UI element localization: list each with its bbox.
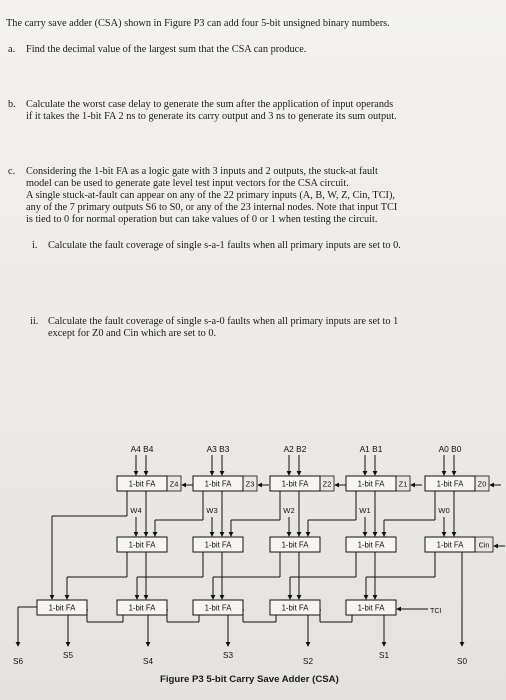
fa-row3-3-label: 1-bit FA — [281, 603, 309, 613]
sum-output-3: S3 — [222, 651, 234, 660]
input-label-2: A2 B2 — [283, 444, 307, 454]
question-a-marker: a. — [8, 44, 16, 55]
fa-row3-1-label: 1-bit FA — [128, 603, 156, 613]
cin-label: Cin — [478, 540, 490, 550]
z-label-3: Z1 — [398, 479, 408, 489]
question-b-marker: b. — [8, 99, 16, 110]
z-label-4: Z0 — [477, 479, 487, 489]
w-label-2: W2 — [283, 506, 295, 515]
sum-output-5: S1 — [378, 651, 390, 660]
fa-row3-0-label: 1-bit FA — [48, 603, 76, 613]
sum-output-4: S2 — [302, 657, 314, 666]
sum-output-2: S4 — [142, 657, 154, 666]
figure-caption: Figure P3 5-bit Carry Save Adder (CSA) — [160, 674, 339, 685]
csa-diagram — [0, 420, 506, 672]
fa-row1-1-label: 1-bit FA — [204, 479, 232, 489]
fa-row1-3-label: 1-bit FA — [357, 479, 385, 489]
question-c-ii-line1: Calculate the fault coverage of single s-a-0 faults when all primary inputs are set to 1 — [48, 316, 399, 327]
input-label-3: A1 B1 — [359, 444, 383, 454]
input-label-4: A0 B0 — [438, 444, 462, 454]
z-label-0: Z4 — [169, 479, 179, 489]
fa-row2-4-label: 1-bit FA — [436, 540, 464, 550]
input-label-0: A4 B4 — [130, 444, 154, 454]
question-c-marker: c. — [8, 166, 16, 177]
w-label-3: W1 — [359, 506, 371, 515]
question-b-line2: if it takes the 1-bit FA 2 ns to generate its carry output and 3 ns to generate its sum output. — [26, 111, 397, 122]
sum-output-0: S6 — [12, 657, 24, 666]
fa-row2-3-label: 1-bit FA — [357, 540, 385, 550]
fa-row2-1-label: 1-bit FA — [204, 540, 232, 550]
fa-row3-2-label: 1-bit FA — [204, 603, 232, 613]
question-c-ii-marker: ii. — [30, 316, 39, 327]
question-b-line1: Calculate the worst case delay to generate the sum after the application of input operands — [26, 99, 394, 110]
question-c-i-text: Calculate the fault coverage of single s-a-1 faults when all primary inputs are set to 0. — [48, 240, 401, 251]
w-label-0: W4 — [130, 506, 142, 515]
question-c-ii-line2: except for Z0 and Cin which are set to 0. — [48, 328, 217, 339]
tci-label: TCI — [430, 606, 442, 615]
fa-row2-0-label: 1-bit FA — [128, 540, 156, 550]
question-c-line2: model can be used to generate gate level test input vectors for the CSA circuit. — [26, 178, 349, 189]
question-c-line3: A single stuck-at-fault can appear on any of the 22 primary inputs (A, B, W, Z, Cin, TCI), — [26, 190, 395, 201]
fa-row1-4-label: 1-bit FA — [436, 479, 464, 489]
sum-output-6: S0 — [456, 657, 468, 666]
fa-row2-2-label: 1-bit FA — [281, 540, 309, 550]
sum-output-1: S5 — [62, 651, 74, 660]
question-c-line5: is tied to 0 for normal operation but can take values of 0 or 1 when testing the circuit. — [26, 214, 378, 225]
fa-row3-4-label: 1-bit FA — [357, 603, 385, 613]
question-c-line4: any of the 7 primary outputs S6 to S0, or any of the 23 internal nodes. Note that input TCI — [26, 202, 398, 213]
w-label-1: W3 — [206, 506, 218, 515]
w-label-4: W0 — [438, 506, 450, 515]
z-label-2: Z2 — [322, 479, 332, 489]
z-label-1: Z3 — [245, 479, 255, 489]
question-c-i-marker: i. — [32, 240, 38, 251]
intro-text: The carry save adder (CSA) shown in Figure P3 can add four 5-bit unsigned binary numbers. — [6, 18, 390, 29]
question-a-text: Find the decimal value of the largest sum that the CSA can produce. — [26, 44, 307, 55]
fa-row1-2-label: 1-bit FA — [281, 479, 309, 489]
question-c-line1: Considering the 1-bit FA as a logic gate with 3 inputs and 2 outputs, the stuck-at fault — [26, 166, 378, 177]
fa-row1-0-label: 1-bit FA — [128, 479, 156, 489]
input-label-1: A3 B3 — [206, 444, 230, 454]
